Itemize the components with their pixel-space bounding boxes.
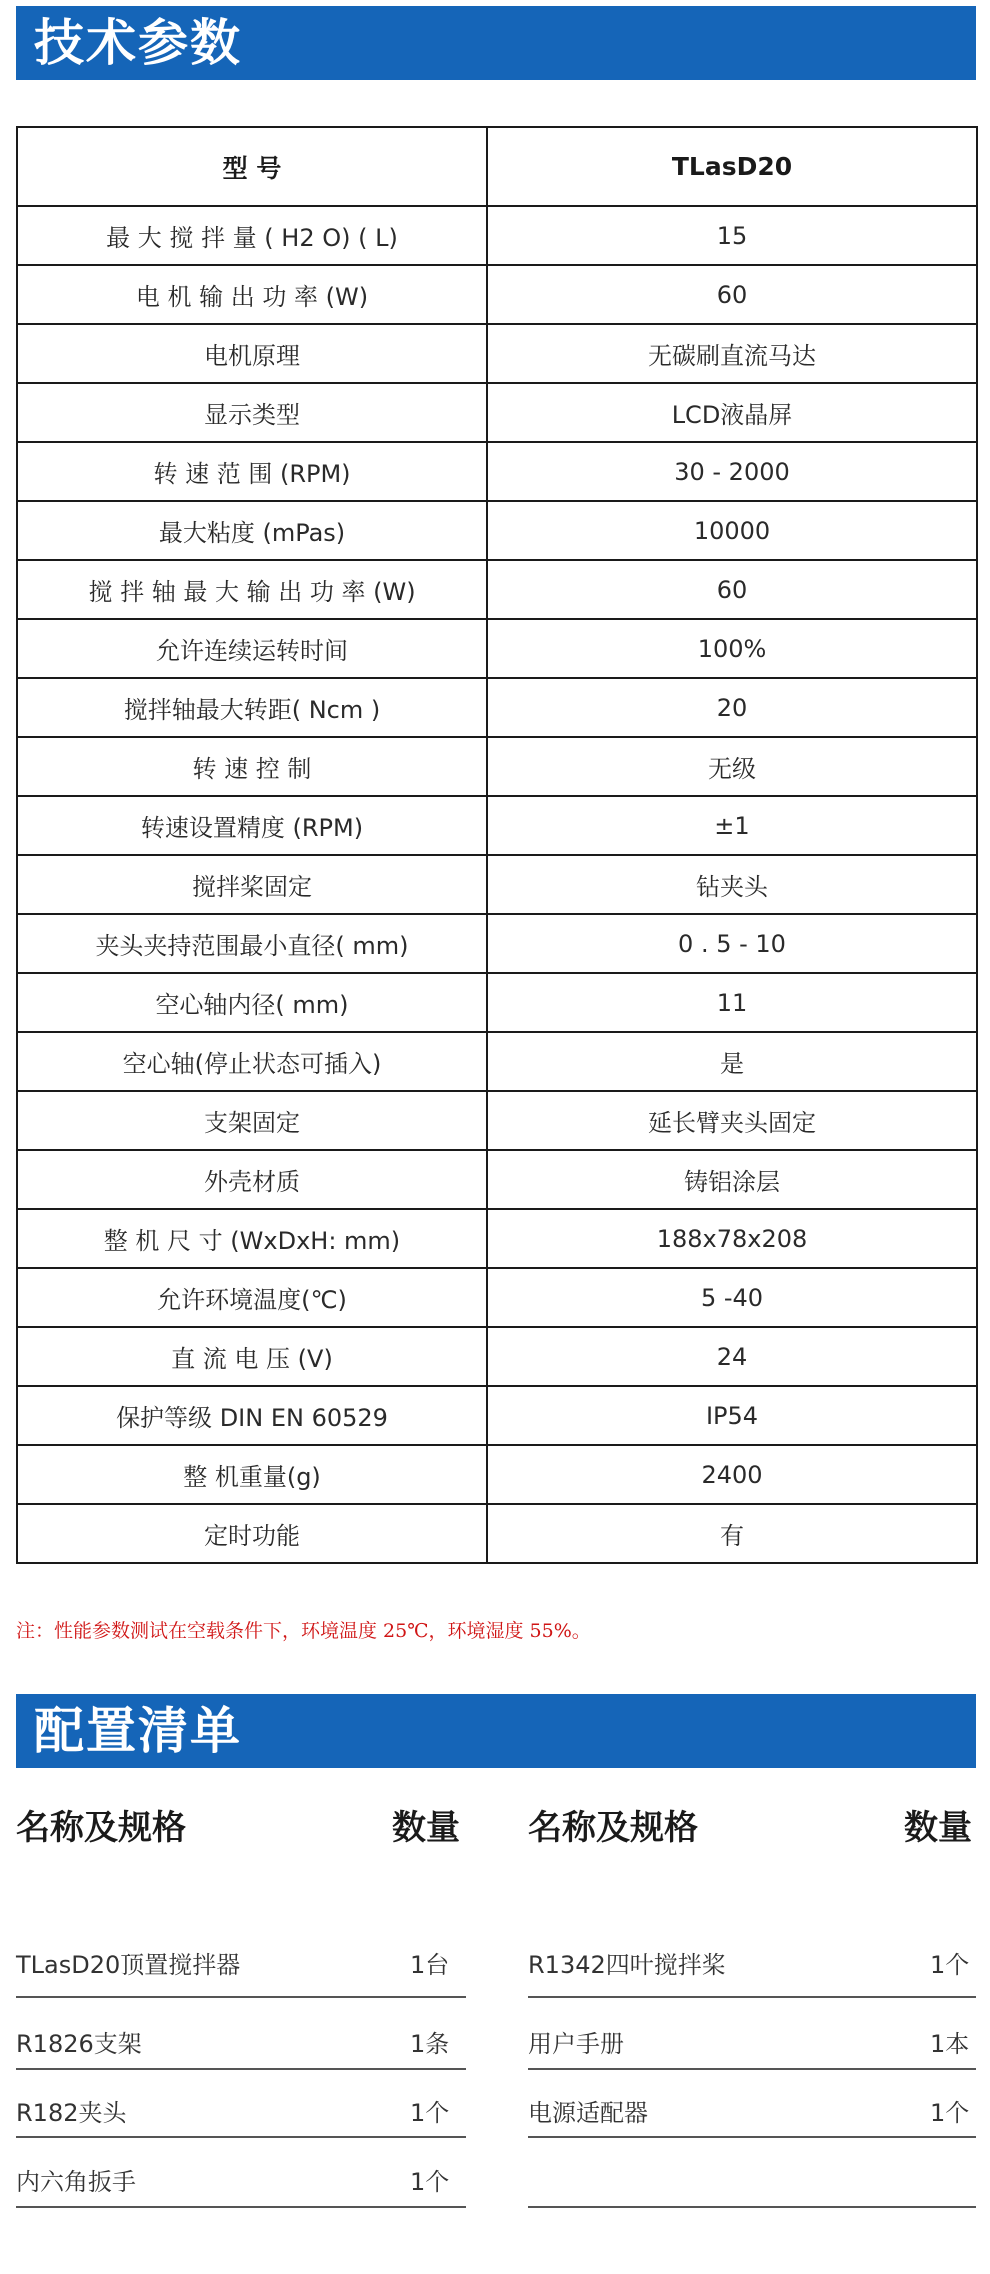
spec-label: 空心轴内径( mm) [17,973,487,1032]
spec-label: 保护等级 DIN EN 60529 [17,1386,487,1445]
spec-row [17,383,977,442]
config-item-qty: 1条 [410,2030,450,2058]
config-item-name: 电源适配器 [528,2099,648,2127]
spec-value: 无级 [487,737,977,796]
spec-row [17,678,977,737]
spec-row [17,1327,977,1386]
spec-label: 整 机 尺 寸 (WxDxH: mm) [17,1209,487,1268]
spec-value: 188x78x208 [487,1209,977,1268]
spec-row [17,796,977,855]
config-row-divider [16,1996,466,1998]
spec-value: 2400 [487,1445,977,1504]
spec-label: 显示类型 [17,383,487,442]
spec-label: 转 速 控 制 [17,737,487,796]
spec-label: 空心轴(停止状态可插入) [17,1032,487,1091]
spec-label: 最大粘度 (mPas) [17,501,487,560]
config-head-qty-right: 数量 [904,1808,972,1848]
spec-row [17,914,977,973]
spec-value: LCD液晶屏 [487,383,977,442]
spec-label: 搅 拌 轴 最 大 输 出 功 率 (W) [17,560,487,619]
config-item-name: 用户手册 [528,2030,624,2058]
spec-header-label: 型 号 [17,127,487,206]
config-row-divider [16,2136,466,2138]
config-row-divider [528,1996,976,1998]
spec-value: 有 [487,1504,977,1563]
config-item-qty: 1个 [410,2099,450,2127]
spec-row [17,737,977,796]
config-row-divider [16,2206,466,2208]
test-condition-note: 注：性能参数测试在空载条件下，环境温度 25℃，环境湿度 55%。 [16,1620,591,1642]
config-item-name: R182夹头 [16,2099,127,2127]
config-head-qty-left: 数量 [392,1808,460,1848]
config-row-divider [16,2068,466,2070]
spec-row [17,973,977,1032]
config-item-qty: 1本 [930,2030,970,2058]
spec-row [17,1150,977,1209]
spec-label: 搅拌轴最大转距( Ncm ) [17,678,487,737]
spec-value: IP54 [487,1386,977,1445]
config-head-name-right: 名称及规格 [528,1808,698,1848]
spec-value: 5 -40 [487,1268,977,1327]
spec-row [17,501,977,560]
spec-header-row [17,127,977,206]
spec-value: 钻夹头 [487,855,977,914]
config-item-qty: 1个 [930,2099,970,2127]
spec-row [17,1268,977,1327]
spec-row [17,560,977,619]
spec-label: 定时功能 [17,1504,487,1563]
config-row-divider [528,2068,976,2070]
spec-label: 允许连续运转时间 [17,619,487,678]
spec-label: 整 机重量(g) [17,1445,487,1504]
spec-row [17,1032,977,1091]
spec-label: 搅拌桨固定 [17,855,487,914]
spec-label: 直 流 电 压 (V) [17,1327,487,1386]
spec-row [17,1445,977,1504]
spec-row [17,1091,977,1150]
config-item-qty: 1个 [930,1951,970,1979]
spec-label: 电机原理 [17,324,487,383]
spec-value: 是 [487,1032,977,1091]
config-head-name-left: 名称及规格 [16,1808,186,1848]
spec-label: 夹头夹持范围最小直径( mm) [17,914,487,973]
spec-value: 0 . 5 - 10 [487,914,977,973]
spec-label: 允许环境温度(℃) [17,1268,487,1327]
spec-row [17,855,977,914]
config-row-divider [528,2206,976,2208]
config-row-divider [528,2136,976,2138]
spec-value: 11 [487,973,977,1032]
spec-value: 24 [487,1327,977,1386]
spec-value: 60 [487,265,977,324]
spec-row [17,1386,977,1445]
spec-value: 60 [487,560,977,619]
spec-row [17,442,977,501]
spec-row [17,206,977,265]
spec-row [17,1209,977,1268]
spec-row [17,324,977,383]
spec-label: 转速设置精度 (RPM) [17,796,487,855]
spec-table [16,126,978,1564]
spec-label: 转 速 范 围 (RPM) [17,442,487,501]
spec-value: 延长臂夹头固定 [487,1091,977,1150]
section-title-specs: 技术参数 [16,6,976,80]
spec-label: 电 机 输 出 功 率 (W) [17,265,487,324]
config-item-name: R1342四叶搅拌桨 [528,1951,726,1979]
spec-value: 20 [487,678,977,737]
spec-label: 最 大 搅 拌 量 ( H2 O) ( L) [17,206,487,265]
config-item-name: 内六角扳手 [16,2168,136,2196]
spec-value: 100% [487,619,977,678]
spec-value: 30 - 2000 [487,442,977,501]
spec-value: 10000 [487,501,977,560]
config-item-qty: 1个 [410,2168,450,2196]
spec-value: ±1 [487,796,977,855]
spec-row [17,265,977,324]
spec-header-value: TLasD20 [487,127,977,206]
spec-row [17,619,977,678]
config-item-qty: 1台 [410,1951,450,1979]
spec-label: 外壳材质 [17,1150,487,1209]
section-title-config: 配置清单 [16,1694,976,1768]
spec-value: 15 [487,206,977,265]
spec-value: 铸铝涂层 [487,1150,977,1209]
config-item-name: TLasD20顶置搅拌器 [16,1951,241,1979]
spec-row [17,1504,977,1563]
config-item-name: R1826支架 [16,2030,142,2058]
spec-value: 无碳刷直流马达 [487,324,977,383]
spec-label: 支架固定 [17,1091,487,1150]
